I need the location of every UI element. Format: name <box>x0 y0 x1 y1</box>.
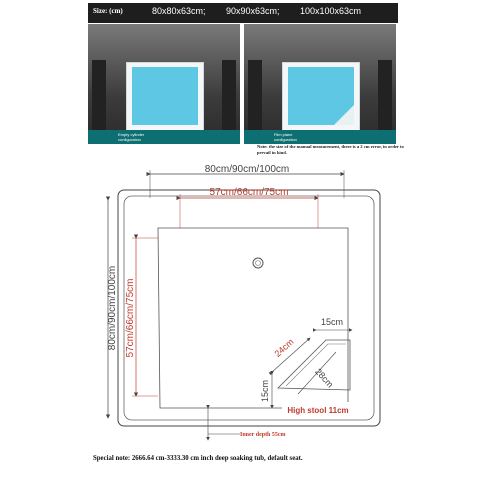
inner-height-label: 57cm/66cm/75cm <box>125 278 136 358</box>
tub-dimension-diagram <box>100 158 390 448</box>
size-header-bar <box>88 3 398 23</box>
outer-width-label: 80cm/90cm/100cm <box>204 164 290 175</box>
photo-caption-empty: Empty cylinder configuration <box>118 132 145 142</box>
tub-outer-rim <box>118 190 380 426</box>
tub-image <box>282 62 360 134</box>
seat-height-label: 15cm <box>260 379 270 403</box>
product-photo-empty <box>88 24 240 144</box>
photo-caption-seat: Film plane configuration <box>274 132 297 142</box>
seat-top-label: 15cm <box>320 317 344 327</box>
size-option-100: 100x100x63cm <box>300 6 362 16</box>
tub-basin <box>158 228 348 408</box>
drain-icon <box>253 258 263 268</box>
tub-inner-rim <box>124 196 374 420</box>
measurement-note: Note: the size of the manual measurement, there is a 2 cm error, in order to prevail in kind. <box>257 144 404 155</box>
size-option-90: 90x90x63cm; <box>226 6 280 16</box>
high-stool-label: High stool 11cm <box>287 406 349 415</box>
special-note: Special note: 2666.64 cm-3333.30 cm inch deep soaking tub, default seat. <box>93 455 303 462</box>
product-photo-seat <box>244 24 396 144</box>
seat-side-label: 28cm <box>313 366 336 390</box>
seat-diag-label: 24cm <box>272 336 296 359</box>
inner-depth-label: Inner depth 55cm <box>240 432 286 438</box>
size-label: Size: (cm) <box>93 7 123 15</box>
size-option-80: 80x80x63cm; <box>152 6 206 16</box>
inner-width-label: 57cm/66cm/75cm <box>209 187 289 198</box>
outer-height-label: 80cm/90cm/100cm <box>107 265 118 351</box>
tub-image <box>126 62 204 134</box>
